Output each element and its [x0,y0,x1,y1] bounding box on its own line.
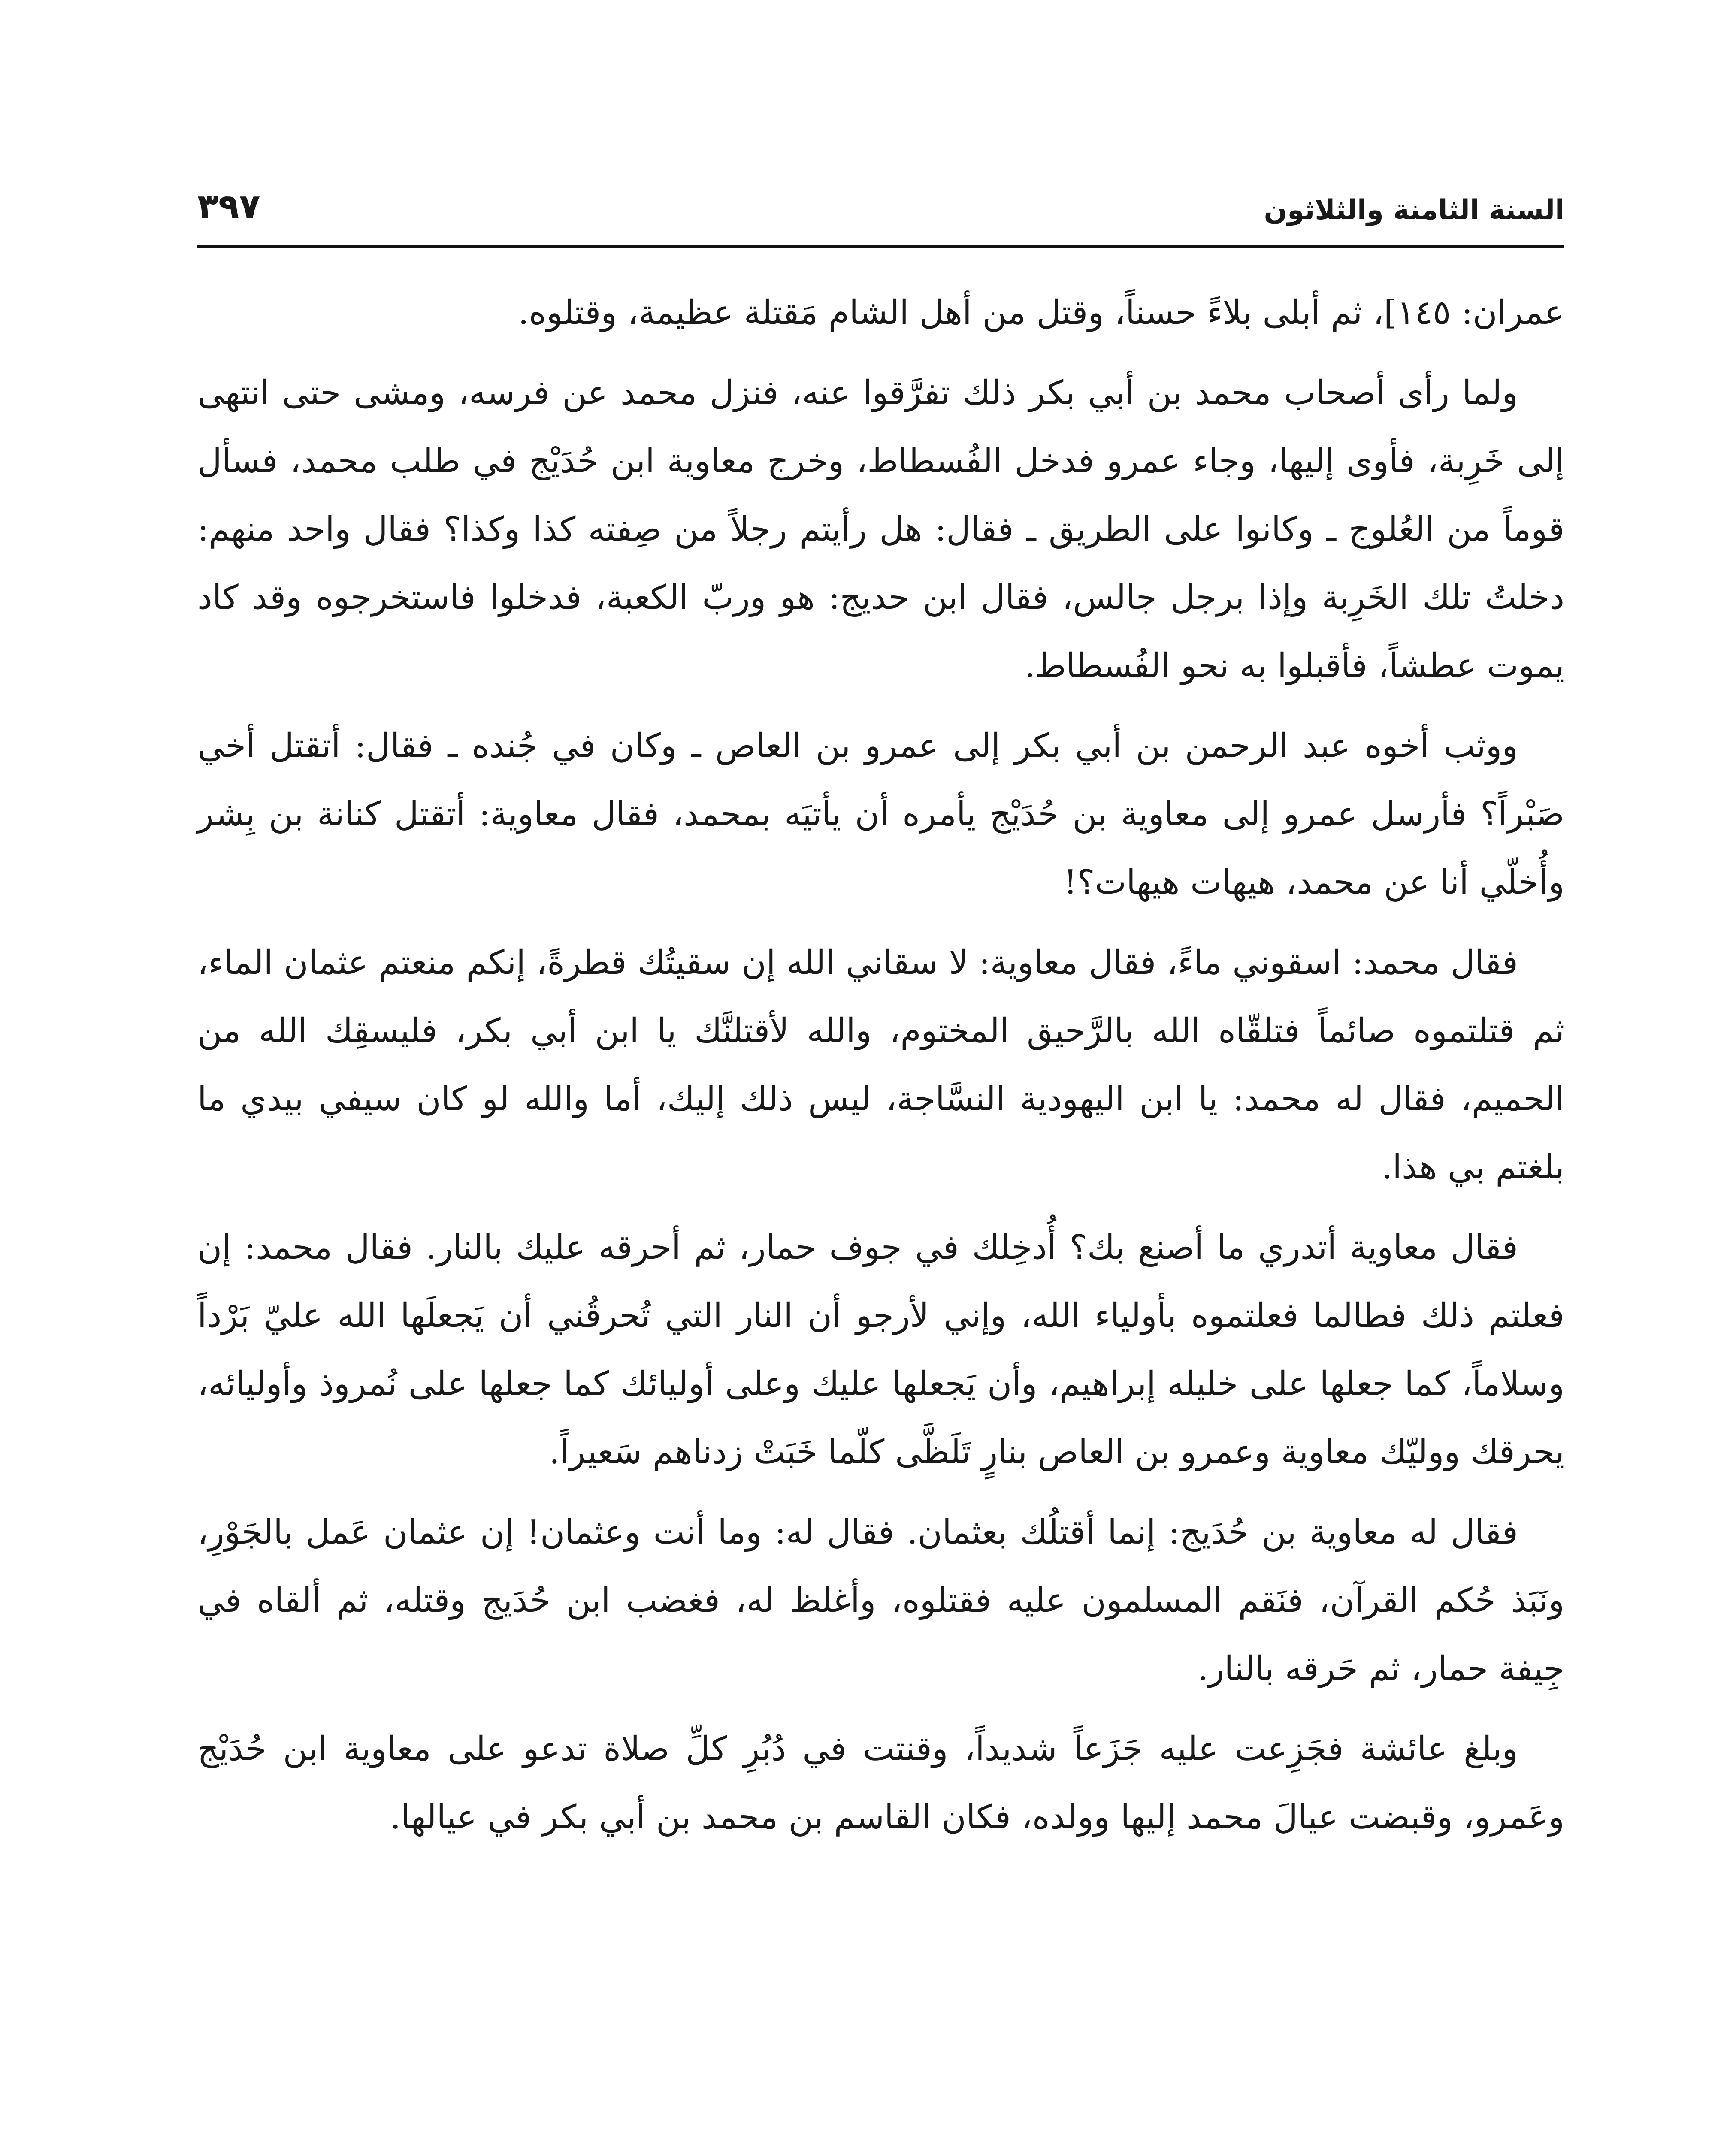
paragraph-7: وبلغ عائشة فجَزِعت عليه جَزَعاً شديداً، وقنتت في دُبُرِ كلِّ صلاة تدعو على معاوية ابن حُدَيْج وعَمرو، وقبضت عيالَ محمد إليها وولده، فكان القاسم بن محمد بن أبي بكر في عيالها. [197,1730,1564,1837]
body-text [197,279,1564,1864]
page-number: ٣٩٧ [197,187,260,227]
header-rule [197,245,1564,248]
paragraph-4: فقال محمد: اسقوني ماءً، فقال معاوية: لا سقاني الله إن سقيتُك قطرةً، إنكم منعتم عثمان الماء، ثم قتلتموه صائماً فتلقّاه الله بالرَّحيق المختوم، والله لأقتلنَّك يا ابن أبي بكر، فليسقِك الله من الحميم، فقال له محمد: يا ابن اليهودية النسَّاجة، ليس ذلك إليك، أما والله لو كان سيفي بيدي ما بلغتم بي هذا. [197,943,1564,1187]
page-header [197,159,1564,227]
paragraph-1: عمران: ١٤٥]، ثم أبلى بلاءً حسناً، وقتل من أهل الشام مَقتلة عظيمة، وقتلوه. [518,293,1564,332]
paragraph-3: ووثب أخوه عبد الرحمن بن أبي بكر إلى عمرو بن العاص ـ وكان في جُنده ـ فقال: أتقتل أخي صَبْراً؟ فأرسل عمرو إلى معاوية بن حُدَيْج يأمره أن يأتيَه بمحمد، فقال معاوية: أتقتل كنانة بن بِشر وأُخلّي أنا عن محمد، هيهات هيهات؟! [197,727,1564,902]
paragraph-6: فقال له معاوية بن حُدَيج: إنما أقتلُك بعثمان. فقال له: وما أنت وعثمان! إن عثمان عَمل بالجَوْرِ، ونَبَذ حُكم القرآن، فنَقم المسلمون عليه فقتلوه، وأغلظ له، فغضب ابن حُدَيج وقتله، ثم ألقاه في جِيفة حمار، ثم حَرقه بالنار. [197,1513,1564,1688]
paragraph-2: ولما رأى أصحاب محمد بن أبي بكر ذلك تفرَّقوا عنه، فنزل محمد عن فرسه، ومشى حتى انتهى إلى خَرِبة، فأوى إليها، وجاء عمرو فدخل الفُسطاط، وخرج معاوية ابن حُدَيْج في طلب محمد، فسأل قوماً من العُلوج ـ وكانوا على الطريق ـ فقال: هل رأيتم رجلاً من صِفته كذا وكذا؟ فقال واحد منهم: دخلتُ تلك الخَرِبة وإذا برجل جالس، فقال ابن حديج: هو وربّ الكعبة، فدخلوا فاستخرجوه وقد كاد يموت عطشاً، فأقبلوا به نحو الفُسطاط. [197,374,1564,685]
running-title: السنة الثامنة والثلاثون [1264,194,1564,226]
paragraph-5: فقال معاوية أتدري ما أصنع بك؟ أُدخِلك في جوف حمار، ثم أحرقه عليك بالنار. فقال محمد: إن فعلتم ذلك فطالما فعلتموه بأولياء الله، وإني لأرجو أن النار التي تُحرقُني أن يَجعلَها الله عليّ بَرْداً وسلاماً، كما جعلها على خليله إبراهيم، وأن يَجعلها عليك وعلى أوليائك كما جعلها على نُمروذ وأوليائه، يحرقك ووليّك معاوية وعمرو بن العاص بنارٍ تَلَظَّى كلّما خَبَتْ زدناهم سَعيراً. [197,1228,1564,1471]
